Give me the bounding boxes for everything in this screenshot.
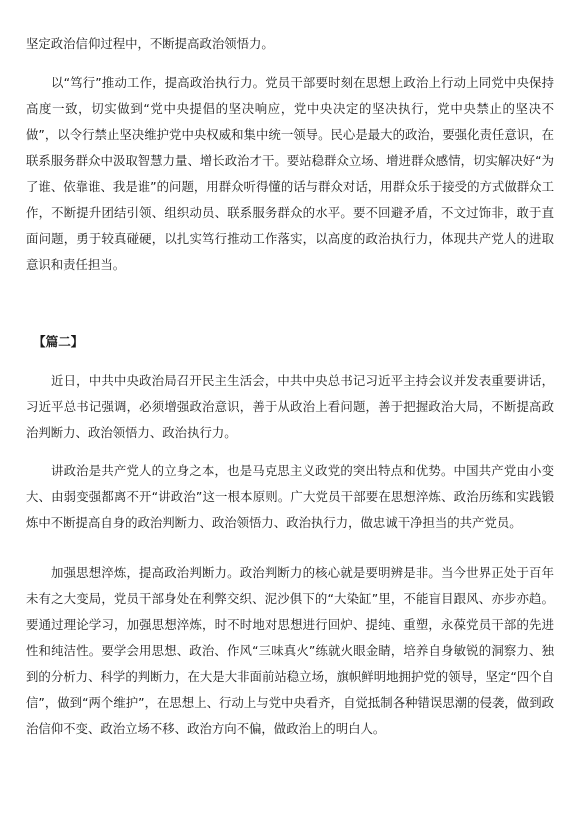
paragraph-continued: 坚定政治信仰过程中，不断提高政治领悟力。 — [26, 36, 274, 51]
paragraph-intro: 近日，中共中央政治局召开民主生活会，中共中央总书记习近平主持会议并发表重要讲话，习近平总书记强调，必须增强政治意识，善于从政治上看问题，善于把握政治大局，不断提高政治判断力、政治领悟力、政治执行力。 — [26, 373, 554, 440]
paragraph-judgment: 加强思想淬炼，提高政治判断力。政治判断力的核心就是要明辨是非。当今世界正处于百年未有之大变局，党员干部身处在利弊交织、泥沙俱下的“大染缸”里，不能盲目跟风、亦步亦趋。要通过理论学习，加强思想淬炼，时不时地对思想进行回炉、提纯、重塑，永葆党员干部的先进性和纯洁性。要学会用思想、政治、作风“三味真火”练就火眼金睛，培养自身敏锐的洞察力、独到的分析力、科学的判断力，在大是大非面前站稳立场，旗帜鲜明地拥护党的领导，坚定“四个自信”，做到“两个维护”，在思想上、行动上与党中央看齐，自觉抵制各种错误思潮的侵袭，做到政治信仰不变、政治立场不移、政治方向不偏，做政治上的明白人。 — [26, 565, 554, 736]
paragraph-execution: 以“笃行”推动工作，提高政治执行力。党员干部要时刻在思想上政治上行动上同党中央保持高度一致，切实做到“党中央提倡的坚决响应，党中央决定的坚决执行，党中央禁止的坚决不做”，以令行禁止坚决维护党中央权威和集中统一领导。民心是最大的政治，要强化责任意识，在联系服务群众中汲取智慧力量、增长政治才干。要站稳群众立场、增进群众感情，切实解决好“为了谁、依靠谁、我是谁”的问题，用群众听得懂的话与群众对话，用群众乐于接受的方式做群众工作，不断提升团结引领、组织动员、联系服务群众的水平。要不回避矛盾，不文过饰非，敢于直面问题，勇于较真碰硬，以扎实笃行推动工作落实，以高度的政治执行力，体现共产党人的进取意识和责任担当。 — [26, 75, 554, 272]
section-heading: 【篇二】 — [33, 334, 84, 349]
paragraph-politics: 讲政治是共产党人的立身之本，也是马克思主义政党的突出特点和优势。中国共产党由小变大、由弱变强都离不开“讲政治”这一根本原则。广大党员干部要在思想淬炼、政治历练和实践锻炼中不断提高自身的政治判断力、政治领悟力、政治执行力，做忠诚干净担当的共产党员。 — [26, 463, 554, 530]
